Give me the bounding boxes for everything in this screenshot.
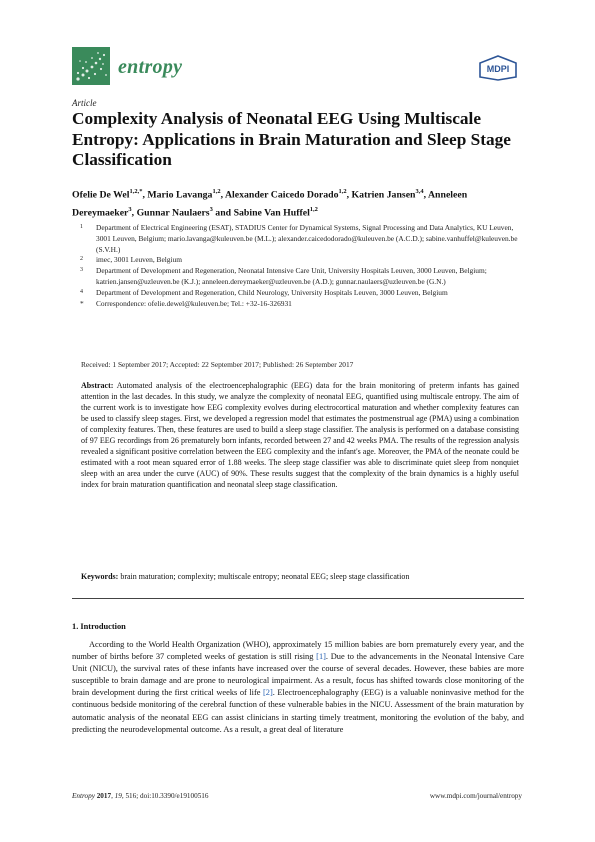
author-affil-mark: 1,2: [309, 206, 318, 214]
keywords-label: Keywords:: [81, 572, 119, 581]
publication-dates: Received: 1 September 2017; Accepted: 22 September 2017; Published: 26 September 2017: [81, 360, 354, 369]
body-text-run: According to the World Health Organization (WHO), approximately 15 million babies are born prematurely every year, and the number of births before 37 completed weeks of gestation is still rising: [72, 640, 524, 662]
affiliation-mark: 3: [80, 267, 83, 274]
correspondence-text: Correspondence: ofelie.dewel@kuleuven.be; Tel.: +32-16-326931: [96, 298, 292, 308]
affiliation-text: imec, 3001 Leuven, Belgium: [96, 255, 182, 265]
section-divider: [72, 598, 524, 599]
mdpi-logo: [478, 55, 518, 81]
keywords-text: brain maturation; complexity; multiscale entropy; neonatal EEG; sleep stage classification: [120, 572, 410, 581]
correspondence-item: [72, 299, 524, 310]
affiliation-item: [72, 288, 524, 299]
affiliation-list: [72, 223, 524, 309]
correspondence-mark: *: [80, 298, 84, 308]
author-affil-mark: 1,2: [212, 188, 221, 195]
affiliation-item: [72, 255, 524, 266]
abstract: [81, 380, 519, 490]
author-affil-mark: 3,4: [415, 188, 424, 195]
footer-doi: , 516; doi:10.3390/e19100516: [121, 792, 209, 800]
citation-link[interactable]: [2]: [263, 688, 273, 698]
author-name: Sabine Van Huffel: [233, 207, 310, 219]
author-name: Gunnar Naulaers: [136, 207, 210, 219]
keywords: [81, 571, 519, 582]
affiliation-mark: 2: [80, 256, 83, 263]
author-name: Anneleen Dereymaeker: [72, 189, 468, 219]
abstract-text: Automated analysis of the electroencephalographic (EEG) data for the brain monitoring of preterm infants has gained attention in the last decades. In this study, we analyze the complexity of neonatal EEG, quantified using multiscale entropy. The aim of the current work is to investigate how EEG complexity evolves during electrocortical maturation and whether complexity features can be used to classify sleep stages. First, we developed a regression model that estimates the postmenstrual age (PMA) using a combination of complexity features. Then, these features are used to build a sleep stage classifier. The analysis is performed on a database consisting of 97 EEG recordings from 26 prematurely born infants, recorded between 27 and 42 weeks PMA. The results of the regression analysis revealed a significant positive correlation between the EEG complexity and the infant's age. Moreover, the PMA of the neonate could be estimated with a root mean squared error of 1.88 weeks. The sleep stage classifier was able to discriminate quiet sleep from nonquiet sleep with an area under the curve (AUC) of 90%. These results suggest that the complexity of the brain dynamics is a highly useful index for brain maturation quantification and neonatal sleep stage classification.: [81, 381, 520, 489]
footer-journal: Entropy: [72, 792, 95, 800]
author-name: Mario Lavanga: [147, 189, 213, 201]
affiliation-item: [72, 266, 524, 288]
author-affil-mark: 1,2,*: [129, 188, 143, 195]
section-heading: 1. Introduction: [72, 622, 126, 631]
affiliation-text: Department of Electrical Engineering (ESAT), STADIUS Center for Dynamical Systems, Signal Processing and Data Analytics, KU Leuven, 3001 Leuven, Belgium; mario.lavanga@kuleuven.be (M.L.); alexander.caicedodorado@kuleuven.be (A.C.D.); sabine.vanhuffel@kuleuven.be (S.V.H.): [96, 223, 518, 254]
author-affil-mark: 1,2: [338, 188, 347, 195]
journal-name: entropy: [118, 56, 183, 78]
author-list: Ofelie De Wel$^{1,2,*}$, Mario Lavanga$^{1,2}$, Alexander Caicedo Dorado$^{1,2}$, Katrien Jansen$^{3,4}$, Anneleen Dereymaeker$^3$, Gunnar Naulaers$^3$ and Sabine Van Huffel$^{1,2}$: [72, 188, 468, 219]
journal-logo: [72, 47, 110, 85]
author-name: Katrien Jansen: [351, 189, 416, 201]
abstract-label: Abstract:: [81, 381, 114, 390]
author-affil-mark: 3: [209, 206, 213, 214]
footer-journal-url[interactable]: www.mdpi.com/journal/entropy: [429, 792, 522, 800]
article-title: Complexity Analysis of Neonatal EEG Using Multiscale Entropy: Applications in Brain Maturation and Sleep Stage Classification: [72, 109, 511, 169]
affiliation-text: Department of Development and Regeneration, Neonatal Intensive Care Unit, University Hospitals Leuven, 3000 Leuven, Belgium; katrien.jansen@uzleuven.be (K.J.); anneleen.dereymaeker@uzleuven.be (A.D.); gunnar.naulaers@uzleuven.be (G.N.): [96, 266, 487, 286]
affiliation-mark: 4: [80, 288, 83, 295]
body-text-run: . Due to the advancements in the Neonatal Intensive Care Unit (NICU), the survival rates of these infants have increased over the course of several decades. However, these babies are more susceptible to brain damage and are prone to neurological impairment. As a result, focus has shifted towards close monitoring of the brain development during the first critical weeks of life: [72, 652, 525, 698]
footer-citation: Entropy 2017, 19, 516; doi:10.3390/e19100516: [72, 792, 209, 800]
footer-year: 2017: [96, 792, 112, 800]
body-text-run: . Electroencephalography (EEG) is a valuable noninvasive method for the continuous bedside monitoring of the cerebral function of these vulnerable babies in the NICU. Assessment of the brain maturation by automatic analysis of the neonatal EEG can assist clinicians in starting timely treatment, monitoring the evolution of the baby, and predicting the neurodevelopmental outcome. As a result, a great deal of literature: [72, 688, 524, 734]
affiliation-mark: 1: [80, 224, 83, 230]
author-affil-mark: 3: [128, 206, 132, 214]
author-name: Alexander Caicedo Dorado: [224, 189, 339, 201]
affiliation-text: Department of Development and Regeneration, Child Neurology, University Hospitals Leuven, 3000 Leuven, Belgium: [96, 287, 448, 297]
mdpi-logo-text: MDPI: [486, 64, 510, 74]
article-type: Article: [72, 98, 97, 108]
affiliation-item: [72, 223, 524, 255]
footer-volume: 19: [114, 792, 122, 800]
author-name: Ofelie De Wel: [72, 189, 130, 201]
introduction-paragraph: [72, 639, 524, 736]
citation-link[interactable]: [1]: [316, 652, 326, 662]
